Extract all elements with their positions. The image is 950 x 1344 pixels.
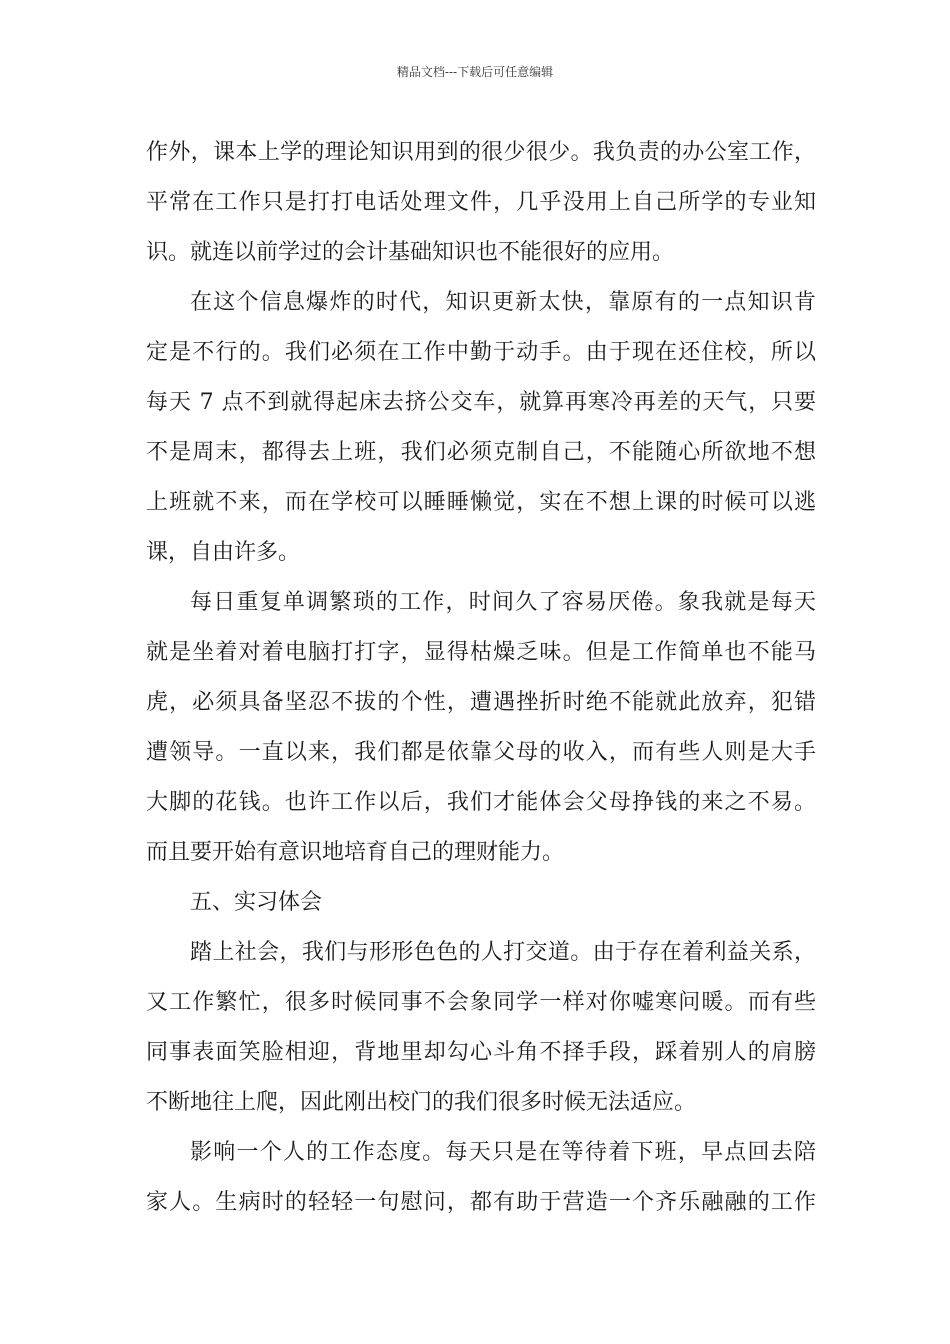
text-line: 遭领导。一直以来，我们都是依靠父母的收入，而有些人则是大手: [146, 740, 816, 765]
text-line: 就是坐着对着电脑打打字，显得枯燥乏味。但是工作简单也不能马: [146, 640, 816, 665]
text-line: 五、实习体会: [190, 890, 323, 915]
paragraph: [146, 1128, 816, 1228]
paragraph: [146, 128, 816, 278]
text-line: 课，自由许多。: [146, 540, 301, 565]
text-line: 同事表面笑脸相迎，背地里却勾心斗角不择手段，踩着别人的肩膀: [146, 1040, 816, 1065]
text-line: 家人。生病时的轻轻一句慰问，都有助于营造一个齐乐融融的工作: [146, 1190, 816, 1215]
paragraph: [146, 928, 816, 1128]
text-line: 每日重复单调繁琐的工作，时间久了容易厌倦。象我就是每天: [190, 590, 816, 615]
text-line: 定是不行的。我们必须在工作中勤于动手。由于现在还住校，所以: [146, 340, 816, 365]
text-line: 作外，课本上学的理论知识用到的很少很少。我负责的办公室工作，: [146, 140, 816, 165]
text-line: 大脚的花钱。也许工作以后，我们才能体会父母挣钱的来之不易。: [146, 790, 816, 815]
text-line: 平常在工作只是打打电话处理文件，几乎没用上自己所学的专业知: [146, 190, 816, 215]
text-line: 每天 7 点不到就得起床去挤公交车，就算再寒冷再差的天气，只要: [146, 390, 816, 415]
text-line: 识。就连以前学过的会计基础知识也不能很好的应用。: [146, 240, 675, 265]
paragraph: [146, 578, 816, 878]
paragraph: [146, 878, 816, 928]
text-line: 不是周末，都得去上班，我们必须克制自己，不能随心所欲地不想: [146, 440, 816, 465]
text-line: 不断地往上爬，因此刚出校门的我们很多时候无法适应。: [146, 1090, 697, 1115]
text-line: 而且要开始有意识地培育自己的理财能力。: [146, 840, 565, 865]
text-line: 在这个信息爆炸的时代，知识更新太快，靠原有的一点知识肯: [190, 290, 816, 315]
page-header: 精品文档---下载后可任意编辑: [396, 65, 554, 79]
document-body: [146, 128, 816, 1228]
text-line: 上班就不来，而在学校可以睡睡懒觉，实在不想上课的时候可以逃: [146, 490, 816, 515]
text-line: 影响一个人的工作态度。每天只是在等待着下班，早点回去陪: [190, 1140, 816, 1165]
text-line: 又工作繁忙，很多时候同事不会象同学一样对你嘘寒问暖。而有些: [146, 990, 816, 1015]
paragraph: [146, 278, 816, 578]
text-line: 虎，必须具备坚忍不拔的个性，遭遇挫折时绝不能就此放弃，犯错: [146, 690, 816, 715]
text-line: 踏上社会，我们与形形色色的人打交道。由于存在着利益关系，: [190, 940, 816, 965]
